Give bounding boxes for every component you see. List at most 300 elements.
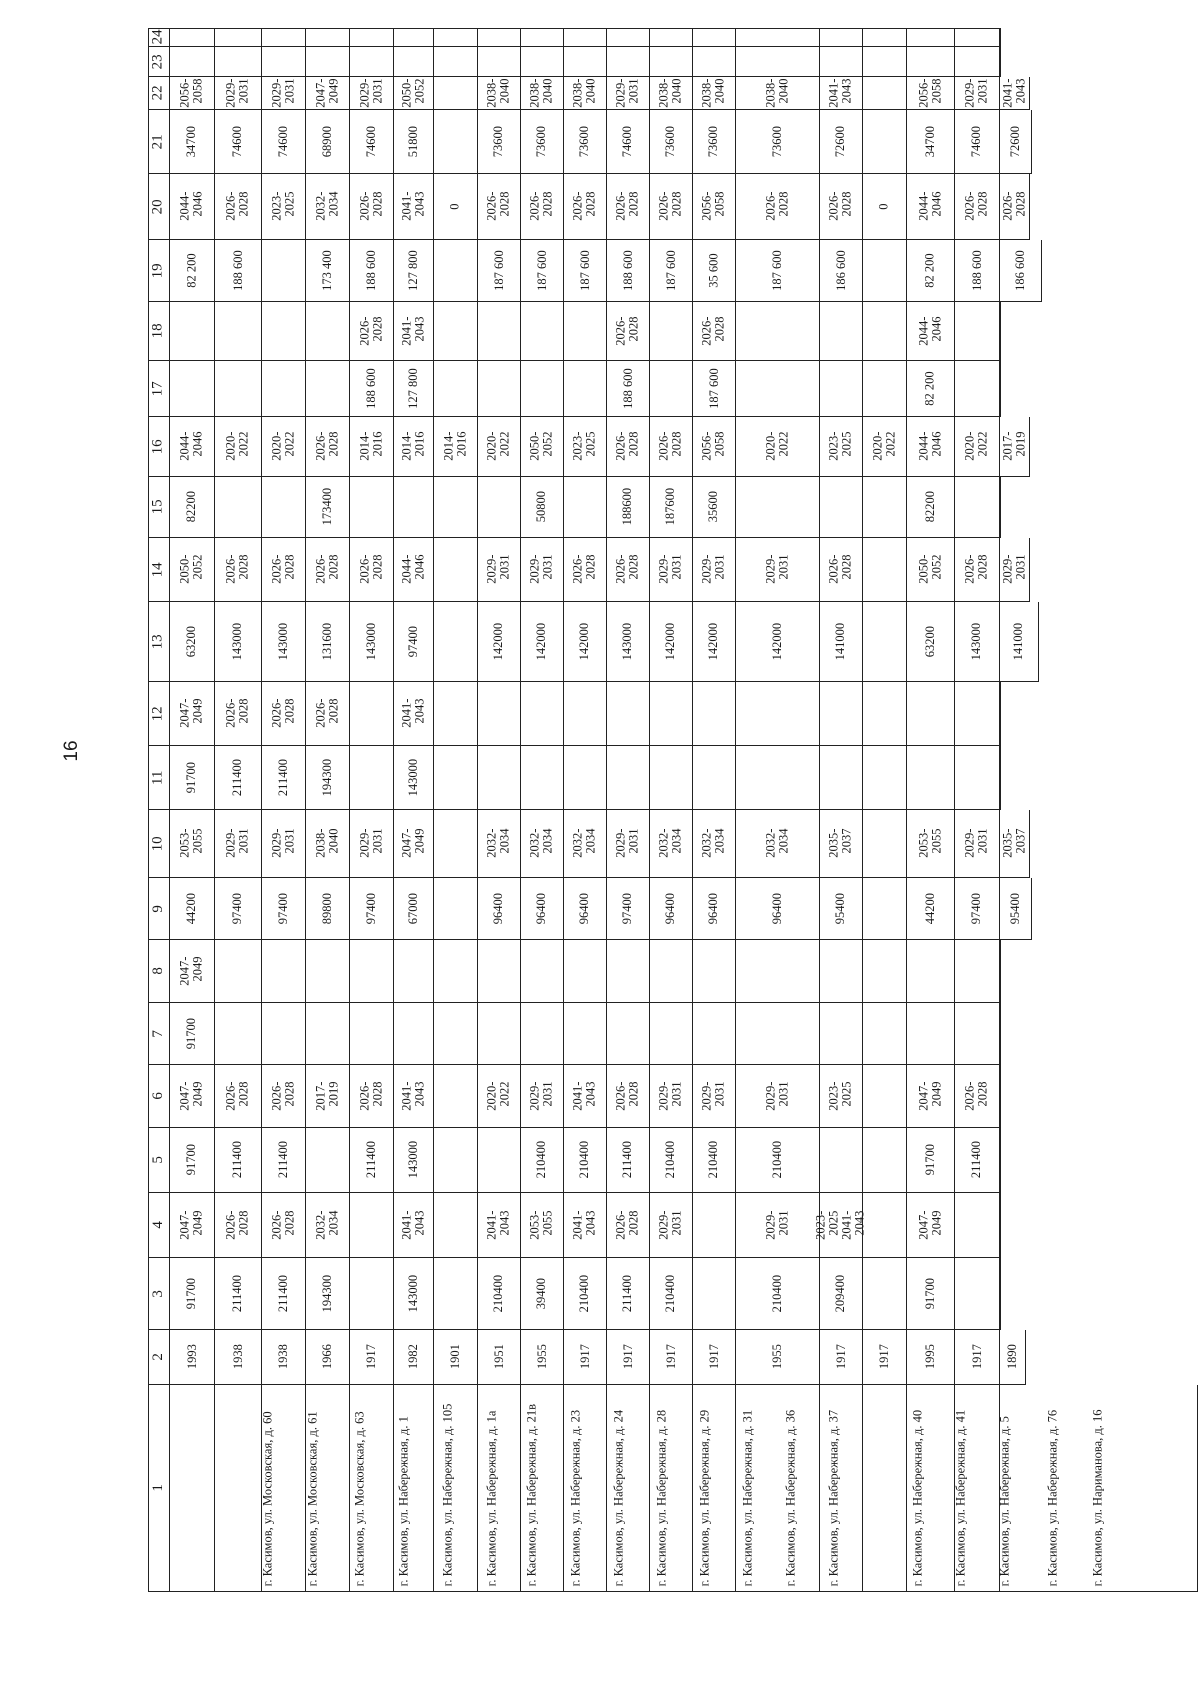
table-cell-text: 34700	[922, 125, 937, 158]
table-cell	[955, 940, 1000, 1003]
table-cell	[607, 110, 650, 174]
table-cell	[478, 810, 521, 878]
table-cell	[394, 302, 434, 361]
column-number-12-text: 12	[149, 706, 166, 721]
table-cell-text: 2041- 2043	[399, 1210, 427, 1240]
table-cell-text: 2023- 2025 2041- 2043	[813, 1210, 868, 1240]
row-address-text: г. Касимов, ул. Набережная, д. 76	[1045, 1409, 1060, 1587]
table-cell	[820, 302, 863, 361]
table-cell-text: 82 200	[184, 253, 199, 288]
table-cell	[693, 1003, 736, 1065]
table-cell-text: 0	[447, 203, 462, 210]
table-cell-text: 97400	[969, 892, 984, 925]
table-cell-text: 2053- 2055	[916, 828, 944, 859]
table-cell-text: 127 800	[405, 250, 420, 291]
table-cell	[170, 77, 215, 110]
table-cell	[736, 940, 820, 1003]
table-cell	[907, 878, 955, 940]
table-cell	[863, 746, 907, 810]
table-cell-text: 68900	[319, 125, 334, 158]
table-cell	[394, 1193, 434, 1258]
table-cell	[907, 682, 955, 746]
table-cell-text: 2032- 2034	[656, 828, 684, 859]
table-cell-text: 2026- 2028	[826, 554, 854, 585]
table-cell-text: 95400	[1008, 892, 1023, 925]
column-number-6	[148, 1065, 170, 1128]
table-cell	[907, 1258, 955, 1330]
row-address-text: г. Касимов, ул. Нариманова, д. 16	[1090, 1409, 1105, 1587]
table-cell	[350, 1330, 394, 1385]
table-cell	[478, 602, 521, 682]
table-cell	[350, 77, 394, 110]
table-cell	[434, 174, 478, 240]
table-cell-text: 1938	[275, 1344, 290, 1370]
row-address-text: г. Касимов, ул. Московская, д. 61	[305, 1411, 320, 1587]
table-cell	[478, 746, 521, 810]
table-cell-text: 210400	[663, 1274, 678, 1313]
table-cell	[693, 110, 736, 174]
table-cell	[521, 878, 564, 940]
table-cell	[693, 810, 736, 878]
table-cell	[607, 240, 650, 302]
table-cell	[650, 1065, 693, 1128]
column-number-4	[148, 1193, 170, 1258]
table-cell-text: 96400	[769, 892, 784, 925]
table-cell	[394, 240, 434, 302]
table-cell-text: 187 600	[577, 250, 592, 291]
table-cell-text: 2029- 2031	[527, 1081, 555, 1111]
column-number-13-text: 13	[149, 634, 166, 649]
table-cell-text: 211400	[969, 1141, 984, 1179]
table-cell-text: 2047- 2049	[177, 956, 205, 986]
column-number-20-text: 20	[149, 199, 166, 214]
table-cell	[907, 940, 955, 1003]
table-cell-text: 186 600	[1012, 250, 1027, 291]
row-address	[736, 1385, 841, 1592]
table-cell	[650, 477, 693, 538]
table-cell	[521, 1330, 564, 1385]
table-cell	[350, 477, 394, 538]
table-cell	[863, 302, 907, 361]
table-cell-text: 2026- 2028	[962, 554, 990, 585]
table-cell-text: 2020- 2022	[763, 431, 791, 462]
table-cell-text: 2029- 2031	[223, 78, 251, 108]
table-cell-text: 1917	[577, 1344, 592, 1370]
table-cell	[693, 28, 736, 47]
table-cell	[306, 1128, 350, 1193]
table-cell-text: 142000	[491, 622, 506, 661]
table-cell	[394, 77, 434, 110]
column-number-17-text: 17	[149, 381, 166, 396]
table-cell	[170, 940, 215, 1003]
table-cell	[736, 302, 820, 361]
table-cell	[650, 1003, 693, 1065]
table-cell	[650, 77, 693, 110]
table-cell	[1000, 682, 1001, 746]
table-cell	[607, 302, 650, 361]
table-cell	[955, 361, 1000, 417]
table-cell	[736, 1065, 820, 1128]
table-cell-text: 2038- 2040	[763, 78, 791, 108]
table-cell	[907, 302, 955, 361]
table-cell	[478, 417, 521, 477]
table-cell	[607, 174, 650, 240]
table-cell-text: 210400	[577, 1141, 592, 1179]
table-cell-text: 2050- 2052	[177, 554, 205, 585]
table-cell	[394, 1128, 434, 1193]
table-cell-text: 2047- 2049	[177, 698, 205, 729]
table-cell	[693, 174, 736, 240]
table-cell	[262, 302, 306, 361]
row-address-text: г. Касимов, ул. Набережная, д. 1	[396, 1416, 411, 1587]
table-cell	[1000, 361, 1001, 417]
table-cell	[434, 940, 478, 1003]
table-cell	[650, 1258, 693, 1330]
table-cell	[863, 538, 907, 602]
table-cell	[521, 1003, 564, 1065]
table-cell	[955, 1128, 1000, 1193]
table-cell	[607, 940, 650, 1003]
table-cell	[736, 746, 820, 810]
table-cell-text: 2026- 2028	[357, 554, 385, 585]
table-cell-text: 2029- 2031	[656, 1210, 684, 1240]
table-cell	[215, 417, 262, 477]
table-cell	[478, 477, 521, 538]
table-cell	[306, 1065, 350, 1128]
table-cell-text: 39400	[534, 1277, 549, 1310]
table-cell	[564, 477, 607, 538]
row-address-text: г. Касимов, ул. Набережная, д. 40	[910, 1409, 925, 1587]
table-cell	[736, 1193, 820, 1258]
table-cell	[820, 1065, 863, 1128]
table-cell-text: 35 600	[706, 253, 721, 288]
row-address-text: г. Касимов, ул. Набережная, д. 105	[440, 1403, 455, 1587]
column-number-8-text: 8	[149, 967, 166, 975]
table-cell-text: 74600	[620, 125, 635, 158]
table-cell	[607, 746, 650, 810]
table-cell-text: 2026- 2028	[763, 191, 791, 222]
table-cell	[434, 47, 478, 77]
column-number-2-text: 2	[149, 1353, 166, 1361]
table-cell	[521, 174, 564, 240]
table-cell	[564, 1258, 607, 1330]
table-cell	[607, 602, 650, 682]
table-cell	[394, 602, 434, 682]
table-cell	[262, 1128, 306, 1193]
column-number-9	[148, 878, 170, 940]
table-cell-text: 2014- 2016	[441, 431, 469, 462]
table-cell	[820, 77, 863, 110]
table-cell	[1000, 878, 1032, 940]
table-cell	[1000, 810, 1030, 878]
table-cell	[350, 361, 394, 417]
table-cell	[215, 1003, 262, 1065]
row-address-text: г. Касимов, ул. Набережная, д. 41	[953, 1409, 968, 1587]
table-cell	[955, 47, 1000, 77]
table-cell	[434, 1128, 478, 1193]
table-cell-text: 210400	[769, 1274, 784, 1313]
table-cell-text: 2023- 2025	[570, 431, 598, 462]
table-cell	[215, 940, 262, 1003]
table-cell	[650, 110, 693, 174]
table-cell	[394, 682, 434, 746]
column-number-10	[148, 810, 170, 878]
table-cell-text: 187600	[663, 488, 678, 526]
table-cell-text: 1917	[363, 1344, 378, 1370]
table-cell	[306, 302, 350, 361]
table-cell	[215, 1128, 262, 1193]
table-cell-text: 2026- 2028	[613, 1210, 641, 1240]
table-cell	[1000, 302, 1001, 361]
table-cell	[736, 28, 820, 47]
table-cell	[907, 810, 955, 878]
table-cell	[907, 361, 955, 417]
table-cell	[262, 47, 306, 77]
table-cell-text: 211400	[620, 1274, 635, 1313]
table-cell-text: 2017- 2019	[1000, 431, 1028, 462]
table-cell-text: 2041- 2043	[399, 1081, 427, 1111]
table-cell	[434, 417, 478, 477]
table-cell	[607, 1330, 650, 1385]
table-cell	[478, 1128, 521, 1193]
table-cell	[907, 174, 955, 240]
table-cell	[350, 682, 394, 746]
column-number-7	[148, 1003, 170, 1065]
column-number-7-text: 7	[149, 1029, 166, 1038]
table-cell	[350, 174, 394, 240]
table-cell	[478, 110, 521, 174]
table-cell	[478, 28, 521, 47]
table-cell	[607, 538, 650, 602]
table-cell-text: 2014- 2016	[357, 431, 385, 462]
table-cell	[306, 477, 350, 538]
table-cell	[820, 240, 863, 302]
table-cell-text: 211400	[275, 758, 290, 797]
table-cell	[306, 1003, 350, 1065]
table-cell	[478, 1258, 521, 1330]
table-cell-text: 2026- 2028	[656, 191, 684, 222]
table-cell-text: 2026- 2028	[613, 316, 641, 346]
column-number-22	[148, 77, 170, 110]
table-cell	[907, 110, 955, 174]
table-cell	[521, 1128, 564, 1193]
column-number-5-text: 5	[149, 1156, 166, 1164]
table-cell	[350, 602, 394, 682]
table-cell	[306, 110, 350, 174]
table-cell	[521, 810, 564, 878]
column-number-18	[148, 302, 170, 361]
table-cell	[394, 940, 434, 1003]
table-cell-text: 2026- 2028	[527, 191, 555, 222]
table-cell-text: 188 600	[230, 250, 245, 291]
table-cell	[863, 1330, 907, 1385]
table-cell-text: 82200	[184, 491, 199, 523]
table-cell	[350, 940, 394, 1003]
table-cell	[863, 1065, 907, 1128]
table-cell	[955, 746, 1000, 810]
table-cell	[306, 174, 350, 240]
table-cell	[693, 746, 736, 810]
table-cell-text: 127 800	[405, 368, 420, 409]
column-number-3-text: 3	[149, 1289, 166, 1298]
table-cell-text: 2041- 2043	[1000, 78, 1028, 108]
table-cell	[907, 28, 955, 47]
column-number-14-text: 14	[149, 562, 166, 577]
table-cell	[650, 302, 693, 361]
table-cell-text: 73600	[491, 125, 506, 158]
table-cell	[215, 1330, 262, 1385]
table-cell-text: 2026- 2028	[313, 698, 341, 729]
table-cell-text: 2047- 2049	[916, 1081, 944, 1111]
table-cell-text: 73600	[577, 125, 592, 158]
column-number-11	[148, 746, 170, 810]
table-cell	[478, 174, 521, 240]
table-cell-text: 89800	[319, 892, 334, 925]
table-cell	[170, 1330, 215, 1385]
table-cell	[478, 361, 521, 417]
table-cell-text: 72600	[1008, 125, 1023, 158]
table-cell	[262, 1193, 306, 1258]
table-cell	[1000, 28, 1001, 47]
table-cell-text: 2026- 2028	[223, 698, 251, 729]
table-cell	[955, 810, 1000, 878]
table-cell	[215, 110, 262, 174]
table-cell	[564, 1128, 607, 1193]
table-cell	[262, 810, 306, 878]
table-cell-text: 2032- 2034	[527, 828, 555, 859]
table-cell-text: 210400	[534, 1141, 549, 1179]
table-cell	[863, 361, 907, 417]
row-address-text: г. Касимов, ул. Набережная, д. 24	[611, 1409, 626, 1587]
table-cell	[736, 77, 820, 110]
table-cell-text: 211400	[363, 1141, 378, 1179]
table-cell-text: 2032- 2034	[484, 828, 512, 859]
table-cell	[955, 302, 1000, 361]
table-cell-text: 211400	[620, 1141, 635, 1179]
table-cell	[863, 174, 907, 240]
table-cell	[350, 746, 394, 810]
table-cell-text: 211400	[230, 1274, 245, 1313]
table-cell	[907, 602, 955, 682]
table-cell	[350, 302, 394, 361]
table-cell	[394, 1258, 434, 1330]
table-cell	[262, 77, 306, 110]
table-cell	[478, 240, 521, 302]
table-cell-text: 2032- 2034	[313, 191, 341, 222]
table-cell	[736, 682, 820, 746]
table-cell	[434, 746, 478, 810]
table-cell-text: 74600	[275, 125, 290, 158]
table-cell	[564, 940, 607, 1003]
table-cell	[564, 602, 607, 682]
table-cell	[820, 174, 863, 240]
table-cell	[1000, 174, 1030, 240]
row-address-text: г. Касимов, ул. Набережная, д. 37	[826, 1409, 841, 1587]
table-cell-text: 2041- 2043	[570, 1210, 598, 1240]
table-cell-text: 2038- 2040	[699, 78, 727, 108]
table-cell	[1000, 77, 1030, 110]
table-cell-text: 211400	[275, 1141, 290, 1179]
table-cell	[820, 940, 863, 1003]
table-cell-text: 187 600	[706, 368, 721, 409]
table-cell	[478, 1065, 521, 1128]
table-cell	[863, 940, 907, 1003]
table-cell	[736, 1003, 820, 1065]
table-cell	[564, 538, 607, 602]
table-cell-text: 210400	[706, 1141, 721, 1179]
table-cell	[863, 240, 907, 302]
row-address	[820, 1385, 925, 1592]
table-cell-text: 2044- 2046	[177, 431, 205, 462]
column-number-15-text: 15	[149, 499, 166, 515]
table-cell	[693, 682, 736, 746]
table-cell	[736, 1258, 820, 1330]
table-cell-text: 2029- 2031	[962, 828, 990, 859]
table-cell	[564, 1065, 607, 1128]
table-cell-text: 2032- 2034	[570, 828, 598, 859]
table-cell	[564, 302, 607, 361]
table-cell	[394, 1065, 434, 1128]
table-cell	[955, 1258, 1000, 1330]
table-cell-text: 2017- 2019	[313, 1081, 341, 1111]
table-cell	[262, 682, 306, 746]
table-cell	[607, 810, 650, 878]
table-cell-text: 2029- 2031	[962, 78, 990, 108]
table-cell-text: 2029- 2031	[269, 78, 297, 108]
table-cell	[736, 477, 820, 538]
table-cell	[262, 1258, 306, 1330]
table-cell-text: 2044- 2046	[916, 431, 944, 462]
table-cell-text: 2023- 2025	[826, 1081, 854, 1111]
row-address-text: г. Касимов, ул. Набережная, д. 31	[740, 1409, 755, 1587]
column-number-15	[148, 477, 170, 538]
table-cell	[170, 1128, 215, 1193]
table-cell	[863, 810, 907, 878]
column-number-21-text: 21	[149, 134, 166, 149]
table-cell-text: 97400	[620, 892, 635, 925]
table-cell	[820, 28, 863, 47]
table-cell	[564, 417, 607, 477]
table-cell-text: 2038- 2040	[570, 78, 598, 108]
table-cell	[478, 940, 521, 1003]
table-cell	[693, 417, 736, 477]
table-cell-text: 2026- 2028	[357, 316, 385, 346]
table-cell-text: 2026- 2028	[223, 191, 251, 222]
table-cell-text: 2038- 2040	[527, 78, 555, 108]
table-cell-text: 2026- 2028	[269, 698, 297, 729]
table-cell	[693, 1258, 736, 1330]
table-cell-text: 2029- 2031	[656, 1081, 684, 1111]
table-cell	[650, 28, 693, 47]
column-number-1-text: 1	[149, 1484, 166, 1492]
table-cell-text: 2026- 2028	[570, 191, 598, 222]
table-cell	[1000, 940, 1001, 1003]
table-cell-text: 2026- 2028	[962, 191, 990, 222]
table-cell	[521, 1193, 564, 1258]
table-cell	[394, 810, 434, 878]
table-cell	[350, 878, 394, 940]
table-cell	[820, 110, 863, 174]
row-address-text: г. Касимов, ул. Набережная, д. 21в	[524, 1404, 539, 1587]
table-cell	[478, 1193, 521, 1258]
table-cell	[564, 47, 607, 77]
table-cell	[521, 1065, 564, 1128]
table-cell-text: 142000	[769, 622, 784, 661]
table-cell	[955, 1193, 1000, 1258]
table-cell-text: 2056- 2058	[177, 78, 205, 108]
table-cell	[521, 110, 564, 174]
table-cell-text: 186 600	[833, 250, 848, 291]
